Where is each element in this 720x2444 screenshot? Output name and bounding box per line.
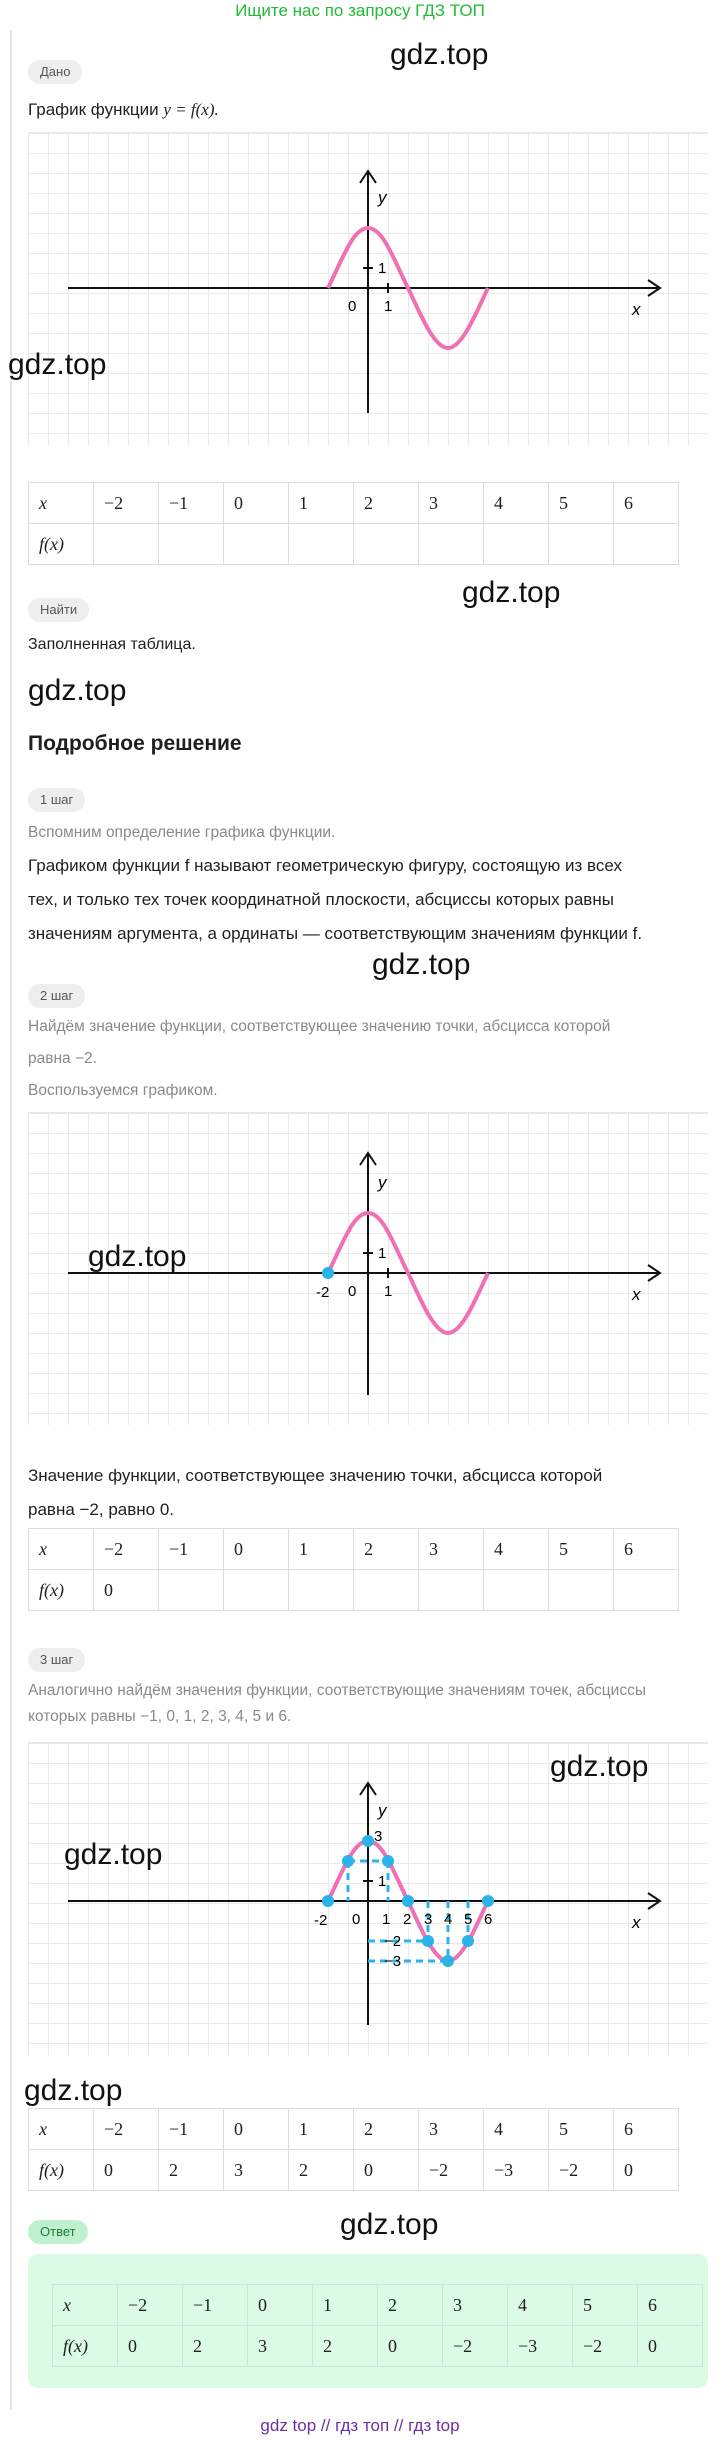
table-cell: −2 [419,2150,484,2191]
step2-result1: Значение функции, соответствующее значению точки, абсцисса которой [28,1466,603,1485]
find-pill: Найти [28,598,89,622]
x-tick-three: 3 [424,1911,433,1928]
table-cell: 6 [638,2285,703,2326]
table-cell: 6 [614,483,679,524]
table-answer [52,2284,703,2367]
table-cell: 1 [313,2285,378,2326]
table-cell: 0 [94,2150,159,2191]
step2-note2: равна −2. [28,1050,97,1067]
f-header: f(x) [53,2326,118,2367]
y-tick-three: 3 [374,1828,383,1845]
watermark: gdz.top [88,1240,187,1273]
table-cell: 3 [419,1529,484,1570]
x-tick-minus-two: -2 [314,1912,328,1929]
table-cell: 5 [549,483,614,524]
table-cell: 2 [289,2150,354,2191]
table-cell: 0 [94,1570,159,1611]
origin-label: 0 [348,1283,357,1300]
step1-pill: 1 шаг [28,788,85,812]
step1-line2: тех, и только тех точек координатной плоскости, абсциссы которых равны [28,890,614,909]
table-cell: 0 [224,1529,289,1570]
table-cell: 3 [419,483,484,524]
x-tick-four: 4 [444,1911,453,1928]
table-empty [28,482,679,565]
table-cell [354,1570,419,1611]
f-header: f(x) [29,524,94,565]
table-cell: 1 [289,2109,354,2150]
table-row [29,1570,679,1611]
x-tick-one: 1 [382,1911,391,1928]
y-axis-label: y [378,188,387,207]
table-cell: 0 [378,2326,443,2367]
table-cell [289,1570,354,1611]
table-cell: 2 [378,2285,443,2326]
table-cell: 0 [614,2150,679,2191]
table-cell: 0 [638,2326,703,2367]
y-tick-one: 1 [378,1245,387,1262]
table-cell [614,524,679,565]
table-row [53,2326,703,2367]
watermark: gdz.top [340,2208,439,2241]
table-cell: 0 [224,2109,289,2150]
table-cell: 2 [313,2326,378,2367]
table-row [29,483,679,524]
graph-given-svg [28,133,708,445]
f-header: f(x) [29,2150,94,2191]
step1-note: Вспомним определение графика функции. [28,824,336,841]
x-axis-label: x [632,300,641,319]
table-cell: −2 [443,2326,508,2367]
step3-note2: которых равны −1, 0, 1, 2, 3, 4, 5 и 6. [28,1708,292,1725]
y-axis-label: y [378,1173,387,1192]
step1-line1: Графиком функции f называют геометрическую фигуру, состоящую из всех [28,856,622,875]
x-axis-label: x [632,1285,641,1304]
table-step2 [28,1528,679,1611]
top-banner[interactable]: Ищите нас по запросу ГДЗ ТОП [235,1,485,20]
x-axis-label: x [632,1913,641,1932]
table-cell: −1 [183,2285,248,2326]
table-cell: 2 [354,1529,419,1570]
given-text [28,100,219,120]
table-cell [614,1570,679,1611]
table-cell [354,524,419,565]
origin-label: 0 [352,1911,361,1928]
table-cell [289,524,354,565]
origin-label: 0 [348,298,357,315]
table-cell: 6 [614,1529,679,1570]
given-formula: y = f(x). [163,100,219,119]
left-rule [10,30,12,2410]
table-step3 [28,2108,679,2191]
watermark: gdz.top [390,38,489,71]
table-cell: −3 [484,2150,549,2191]
table-cell [159,1570,224,1611]
table-cell [224,1570,289,1611]
table-cell: 2 [183,2326,248,2367]
table-row [53,2285,703,2326]
solution-heading: Подробное решение [28,732,242,755]
table-cell: 0 [224,483,289,524]
graph-step3-svg [28,1743,708,2055]
table-cell: 4 [508,2285,573,2326]
given-pill: Дано [28,60,82,84]
table-cell [419,1570,484,1611]
table-cell: −2 [573,2326,638,2367]
x-header: x [53,2285,118,2326]
table-cell: 3 [248,2326,313,2367]
table-cell: 0 [354,2150,419,2191]
table-cell: 4 [484,2109,549,2150]
f-header: f(x) [29,1570,94,1611]
table-cell [549,1570,614,1611]
find-text: Заполненная таблица. [28,636,196,653]
table-cell: 5 [549,1529,614,1570]
watermark: gdz.top [64,1838,163,1871]
table-cell: −1 [159,1529,224,1570]
table-cell: 4 [484,483,549,524]
table-cell: 2 [159,2150,224,2191]
table-cell: −2 [118,2285,183,2326]
table-row [29,524,679,565]
graph-step3 [28,1742,708,2055]
step2-result2: равна −2, равно 0. [28,1500,175,1519]
step2-note1: Найдём значение функции, соответствующее значению точки, абсцисса которой [28,1018,611,1035]
table-cell: −2 [94,1529,159,1570]
table-row [29,2150,679,2191]
table-cell: 5 [549,2109,614,2150]
table-cell [419,524,484,565]
x-tick-six: 6 [484,1911,493,1928]
given-text-prefix: График функции [28,100,164,119]
table-cell [549,524,614,565]
step2-pill: 2 шаг [28,984,85,1008]
watermark: gdz.top [28,674,127,707]
x-header: x [29,483,94,524]
table-cell: 0 [118,2326,183,2367]
x-tick-two: 2 [403,1911,412,1928]
footer-links[interactable]: gdz top // гдз топ // гдз top [260,2416,460,2435]
table-cell [94,524,159,565]
table-cell [484,1570,549,1611]
table-cell: 3 [419,2109,484,2150]
watermark: gdz.top [550,1750,649,1783]
table-cell: −1 [159,483,224,524]
step3-pill: 3 шаг [28,1648,85,1672]
table-cell: 0 [248,2285,313,2326]
answer-pill: Ответ [28,2220,88,2244]
x-tick-five: 5 [464,1911,473,1928]
table-cell: 1 [289,483,354,524]
x-tick-one: 1 [384,1283,393,1300]
y-tick-one: 1 [378,1873,387,1890]
table-row [29,2109,679,2150]
table-cell [224,524,289,565]
graph-given [28,132,708,445]
table-cell: −2 [549,2150,614,2191]
table-cell: 2 [354,483,419,524]
watermark: gdz.top [372,948,471,981]
table-cell: 2 [354,2109,419,2150]
y-tick-minus-three: −3 [384,1953,402,1970]
table-cell: 4 [484,1529,549,1570]
table-cell: 3 [443,2285,508,2326]
watermark: gdz.top [8,348,107,381]
y-tick-one: 1 [378,260,387,277]
table-cell: −3 [508,2326,573,2367]
watermark: gdz.top [24,2074,123,2107]
step2-note3: Воспользуемся графиком. [28,1082,218,1099]
answer-box [28,2254,708,2388]
step3-note1: Аналогично найдём значения функции, соответствующие значениям точек, абсциссы [28,1682,646,1699]
x-header: x [29,1529,94,1570]
table-cell: 1 [289,1529,354,1570]
table-cell [484,524,549,565]
watermark: gdz.top [462,576,561,609]
y-tick-minus-two: −2 [384,1933,402,1950]
x-tick-one: 1 [384,298,393,315]
table-cell: −2 [94,2109,159,2150]
x-header: x [29,2109,94,2150]
table-cell: 3 [224,2150,289,2191]
step1-line3: значениям аргумента, а ординаты — соответствующим значениям функции f. [28,924,643,943]
y-axis-label: y [378,1801,387,1820]
table-cell: −1 [159,2109,224,2150]
table-cell: 6 [614,2109,679,2150]
x-tick-minus-two: -2 [316,1284,330,1301]
table-row [29,1529,679,1570]
table-cell: 5 [573,2285,638,2326]
table-cell: −2 [94,483,159,524]
table-cell [159,524,224,565]
